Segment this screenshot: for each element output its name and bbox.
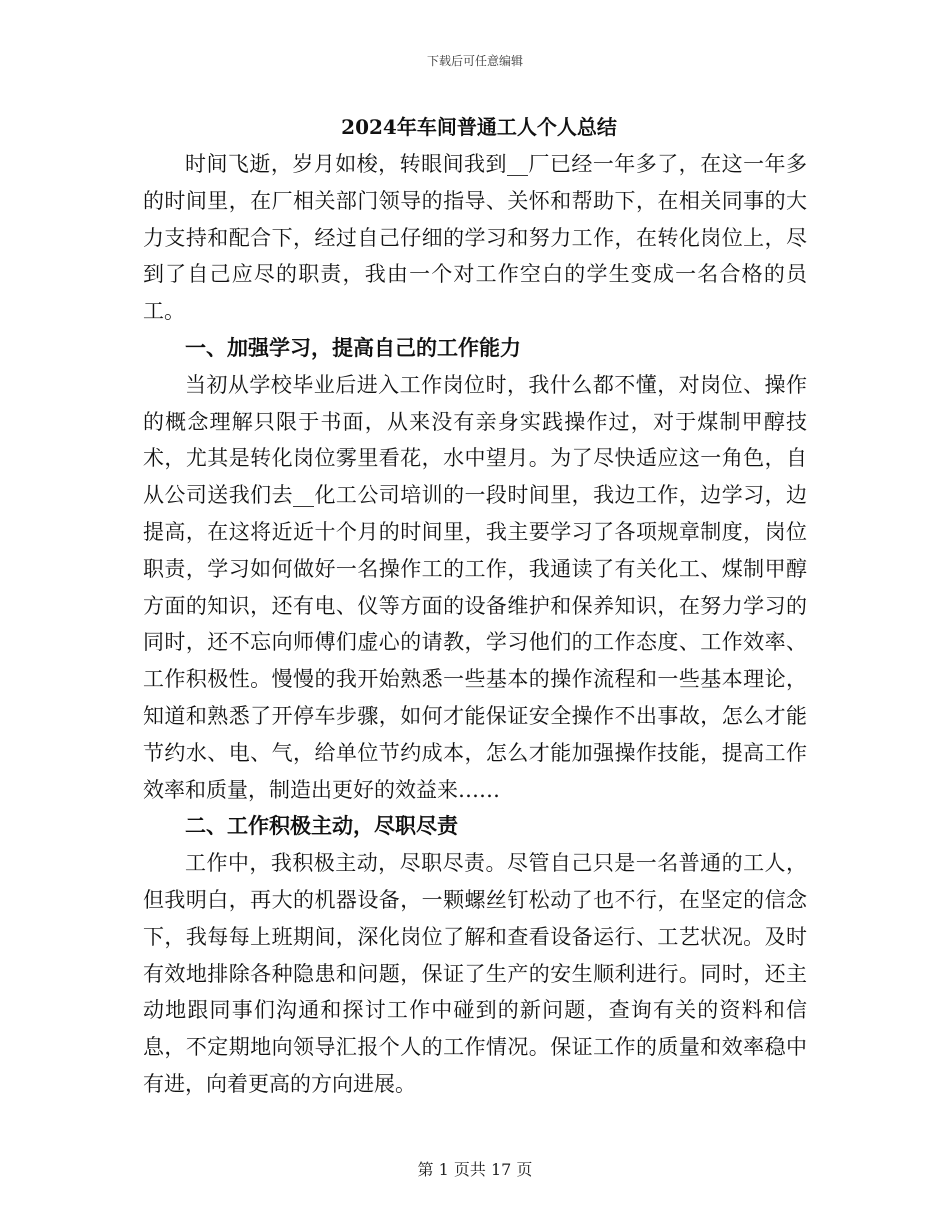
section-heading-2: 二、工作积极主动，尽职尽责 — [185, 813, 458, 839]
section-paragraph-2: 工作中，我积极主动，尽职尽责。尽管自己只是一名普通的工人，但我明白，再大的机器设备，一颗螺丝钉松动了也不行，在坚定的信念下，我每每上班期间，深化岗位了解和查看设备运行、工艺状况。及时有效地排除各种隐患和问题，保证了生产的安生顺利进行。同时，还主动地跟同事们沟通和探讨工作中碰到的新问题，查询有关的资料和信息，不定期地向领导汇报个人的工作情况。保证工作的质量和效率稳中有进，向着更高的方向进展。 — [143, 851, 807, 1096]
page-number-footer: 第 1 页共 17 页 — [417, 1160, 533, 1179]
section-paragraph-1: 当初从学校毕业后进入工作岗位时，我什么都不懂，对岗位、操作的概念理解只限于书面，从来没有亲身实践操作过，对于煤制甲醇技术，尤其是转化岗位雾里看花，水中望月。为了尽快适应这一角色，自从公司送我们去__化工公司培训的一段时间里，我边工作，边学习，边提高，在这将近近十个月的时间里，我主要学习了各项规章制度，岗位职责，学习如何做好一名操作工的工作，我通读了有关化工、煤制甲醇方面的知识，还有电、仪等方面的设备维护和保养知识，在努力学习的同时，还不忘向师傅们虚心的请教，学习他们的工作态度、工作效率、工作积极性。慢慢的我开始熟悉一些基本的操作流程和一些基本理论，知道和熟悉了开停车步骤，如何才能保证安全操作不出事故，怎么才能节约水、电、气，给单位节约成本，怎么才能加强操作技能，提高工作效率和质量，制造出更好的效益来…… — [143, 372, 807, 802]
document-body — [143, 109, 807, 1103]
section-heading-1: 一、加强学习，提高自己的工作能力 — [185, 334, 521, 360]
document-title: 2024年车间普通工人个人总结 — [341, 115, 617, 139]
intro-paragraph: 时间飞逝，岁月如梭，转眼间我到__厂已经一年多了，在这一年多的时间里，在厂相关部门领导的指导、关怀和帮助下，在相关同事的大力支持和配合下，经过自己仔细的学习和努力工作，在转化岗位上，尽到了自己应尽的职责，我由一个对工作空白的学生变成一名合格的员工。 — [143, 152, 807, 324]
page-header-note: 下载后可任意编辑 — [426, 54, 523, 68]
